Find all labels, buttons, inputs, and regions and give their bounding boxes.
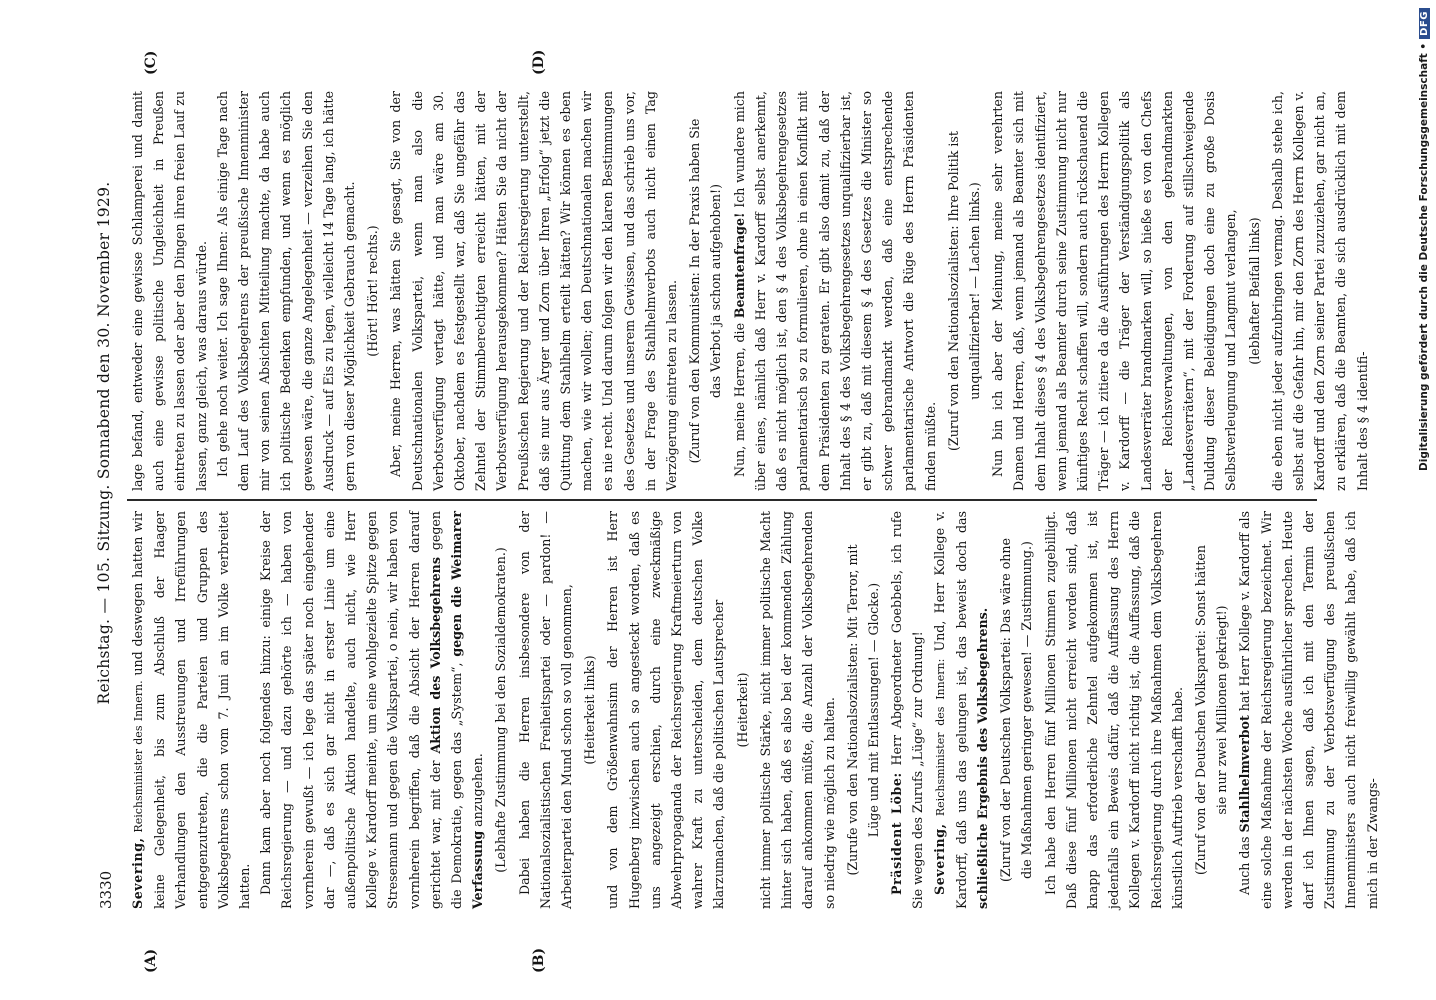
paragraph xyxy=(886,511,928,909)
paragraph xyxy=(1234,511,1382,909)
paragraph xyxy=(255,511,488,909)
interjection: (Hört! Hört! rechts.) xyxy=(365,225,381,357)
emphasis-text: Aktion des Volksbegehrens xyxy=(427,557,443,754)
speaker-title: Reichsminister des Innern: xyxy=(933,658,947,817)
paragraph-text: Und, Herr Kollege v. Kardorff, daß uns das gelungen ist, das beweist doch das xyxy=(931,511,969,909)
speaker-title: Reichsminister des Innern. xyxy=(132,680,145,833)
stamp-text-row xyxy=(1412,8,1436,993)
interjection: (Heiterkeit) xyxy=(734,672,750,748)
paragraph: Ich gehe noch weiter. Ich sage Ihnen: Als einige Tage nach dem Lauf des Volksbegehrens der preußische Innenminister mir von seinen Absichten Mitteilung machte, da habe auch ich politische Bedenken empfunden, und wenn es möglich gewesen wäre, die ganze Angelegenheit — verzeihen Sie den Ausdruck — auf Eis zu legen, vielleicht 14 Tage lang, ich hätte gern von dieser Möglichkeit Gebrauch gemacht. xyxy=(214,91,358,491)
column-divider xyxy=(127,500,1317,502)
digitization-stamp xyxy=(1412,8,1436,993)
running-head: Reichstag. — 105. Sitzung. Sonnabend den 30. November 1929. xyxy=(95,181,113,705)
paragraph xyxy=(929,511,994,909)
speaker-name: Präsident Löbe: xyxy=(889,772,905,895)
paragraph: Dabei haben die Herren insbesondere von der Nationalsozialistischen Freiheitspartei oder — pardon! — Arbeiterpartei den Mund schon so voll genommen, xyxy=(516,511,575,909)
interjection: (Zuruf von der Deutschen Volkspartei: Sonst hätten sie nur zwei Millionen gekriegt!) xyxy=(1192,545,1230,876)
emphasis-text: schließliche Ergebnis des Volksbegehrens. xyxy=(974,607,990,909)
interjection: (lebhafter Beifall links) xyxy=(1246,217,1262,365)
paragraph-text: und deswegen hatten wir keine Gelegenheit, bis zum Abschluß der Haager Verhandlungen den Ausstreuungen und Irreführungen entgegenzutreten, die die Parteien und Gruppen des Volksbegehrens schon vom 7. Juni an im Volke verbreitet hatten. xyxy=(130,510,253,909)
paragraph: nicht immer politische Stärke, nicht immer politische Macht hinter sich haben, daß es also bei der kommenden Zählung darauf ankommen müßte, die Anzahl der Volksbegehrenden so niedrig wie möglich zu halten. xyxy=(757,511,837,909)
emphasis-text: Stahlhelmverbot xyxy=(1237,715,1253,833)
left-text-column xyxy=(127,510,1380,909)
paragraph-text: Auch das xyxy=(1237,836,1253,895)
margin-mark-d: (D) xyxy=(531,49,547,75)
interjection: (Zuruf von den Nationalsozialisten: Ihre Politik ist unqualifizierbar! — Lachen links.) xyxy=(945,131,982,451)
paragraph: und von dem Größenwahnsinn der Herren ist Herr Hugenberg inzwischen auch so angesteckt worden, daß es uns angezeigt erschien, durch eine zweckmäßige Abwehrpropaganda der Reichsregierung Kraftmeierturn von wahrer Kraft zu unterscheiden, dem deutschen Volke klarzumachen, daß die politischen Lautsprecher xyxy=(605,511,727,909)
paragraph-text: gegen die Demokratie, gegen das „System“, xyxy=(427,511,465,909)
paragraph: lage befand, entweder eine gewisse Schlamperei und damit auch eine gewisse politische Ungleichheit in Preußen eintreten zu lassen oder aber den Dingen ihren freien Lauf zu lassen, ganz gleich, was daraus würde. xyxy=(130,91,209,491)
paragraph-text: Herr Abgeordneter Goebbels, ich rufe Sie wegen des Zurufs „Lüge“ zur Ordnung! xyxy=(889,511,926,909)
right-text-column xyxy=(127,91,1370,491)
interjection: (Zuruf von den Kommunisten: In der Praxis haben Sie das Verbot ja schon aufgehoben!) xyxy=(687,118,724,464)
stamp-text: Digitalisierung gefördert durch die Deutsche Forschungsgemeinschaft • xyxy=(1418,42,1430,471)
speaker-name: Severing, xyxy=(931,823,947,895)
paragraph-text: anzugehen. xyxy=(470,753,486,827)
paragraph: Aber, meine Herren, was hätten Sie gesagt, Sie von der Deutschnationalen Volkspartei, wenn man also die Verbotsverfügung vertagt hätte, und man wäre am 30. Oktober, nachdem es festgestellt war, daß Sie ungefähr das Zehntel der Stimmberechtigten erreicht hätten, mit der Verbotsverfügung herausgekommen? Hätten Sie da nicht der Preußischen Regierung und der Reichsregierung unterstellt, daß sie nur aus Ärger und Zorn über Ihren „Erfolg“ jetzt die Quittung dem Stahlhelm erteilt hätten? Wir können es eben machen, wie wir wollen; den Deutschnationalen machen wir es nie recht. Und darum folgen wir den klaren Bestimmungen des Gesetzes und unserem Gewissen, und das schrieb uns vor, in der Frage des Stahlhelmverbots auch nicht einen Tag Verzögerung eintreten zu lassen. xyxy=(388,91,680,491)
paragraph-text: Nun, meine Herren, die xyxy=(731,322,747,477)
speaker-name: Severing, xyxy=(130,837,145,909)
paragraph xyxy=(127,511,255,909)
interjection: (Zurufe von den Nationalsozialisten: Mit Terror, mit Lüge und mit Entlassungen! — Glocke.) xyxy=(844,544,881,876)
interjection: (Lebhafte Zustimmung bei den Sozialdemokraten.) xyxy=(493,547,509,873)
paragraph: Nun bin ich aber der Meinung, meine sehr verehrten Damen und Herren, daß, wenn jemand als Beamter sich mit dem Inhalt dieses § 4 des Volksbegehrengesetzes identifiziert, wenn jemand als Beamter durch seine Zustimmung nicht nur künftiges Recht schaffen will, sondern auch rückschauend die Träger — ich zitiere da die Ausführungen des Herrn Kollegen v. Kardorff — die Träger der Verständigungspolitik als Landesverräter brandmarken will, so hieße es von den Chefs der Reichsverwaltungen, von den gebrandmarkten „Landesverrätern“, mit der Forderung auf stillschweigende Duldung dieser Beleidigungen doch eine zu große Dosis Selbstverleugnung und Langmut verlangen, xyxy=(990,91,1239,491)
emphasis-text: gegen die Weimarer Verfassung xyxy=(449,511,486,909)
margin-mark-b: (B) xyxy=(531,947,547,973)
margin-mark-c: (C) xyxy=(143,50,159,75)
rotated-scanned-page xyxy=(93,49,1380,973)
dfg-logo-badge: DFG xyxy=(1419,8,1430,39)
paragraph-text: Dann kam aber noch folgendes hinzu: einige Kreise der Reichsregierung — und dazu gehörte ich — haben von vornherein gewußt — ich lege das später noch eingehender dar —, daß es sich gar nicht in erster Linie um eine außenpolitische Aktion handelte, auch nicht, wie Herr Kollege v. Kardorff meinte, um eine wohlgezielte Spitze gegen Stresemann und gegen die Volkspartei, o nein, wir haben von vornherein begriffen, daß die Absicht der Herren darauf gerichtet war, mit der xyxy=(258,511,443,909)
paragraph: die eben nicht jeder aufzubringen vermag. Deshalb stehe ich, selbst auf die Gefahr hin, mir den Zorn des Herrn Kollegen v. Kardorff und den Zorn seiner Partei zuzuziehen, gar nicht an, zu erklären, daß die Beamten, die sich ausdrücklich mit dem Inhalt des § 4 identifi- xyxy=(1269,91,1370,491)
emphasis-text: Beamtenfrage! xyxy=(731,212,747,319)
page-number: 3330 xyxy=(97,870,115,909)
page-header xyxy=(93,93,123,923)
paragraph xyxy=(729,91,941,491)
margin-mark-a: (A) xyxy=(143,948,159,973)
paragraph: Ich habe den Herren fünf Millionen Stimmen zugebilligt. Daß diese fünf Millionen nicht erreicht worden sind, daß knapp das erforderliche Zehntel aufgekommen ist, ist jedenfalls ein Beweis dafür, daß die Auffassung des Herrn Kollegen v. Kardorff nicht richtig ist, die Auffassung, daß die Reichsregierung durch ihre Maßnahmen dem Volksbegehren künstlich Auftrieb verschafft habe. xyxy=(1042,511,1185,909)
interjection: (Heiterkeit links) xyxy=(582,655,598,765)
interjection: (Zuruf von der Deutschen Volkspartei: Das wäre ohne die Maßnahmen geringer gewesen! — Zustimmung.) xyxy=(998,538,1035,882)
paragraph-text: Ich wundere mich über eines, nämlich daß Herr v. Kardorff selbst anerkennt, daß es nicht möglich ist, den § 4 des Volksbegehrengesetzes parlamentarisch so zu formulieren, ohne in einen Konflikt mit dem Präsidenten zu geraten. Er gibt also damit zu, daß der Inhalt des § 4 des Volksbegehrengesetzes unqualifizierbar ist, er gibt zu, daß mit diesem § 4 des Gesetzes die Minister so schwer gebrandmarkt werden, daß eine entsprechende parlamentarische Antwort die Rüge des Herrn Präsidenten finden müßte. xyxy=(731,91,938,491)
paragraph-text: hat Herr Kollege v. Kardorff als eine solche Maßnahme der Reichsregierung bezeichnet. Wir werden in der nächsten Woche ausführlicher sprechen. Heute darf ich Ihnen sagen, daß ich mit den Termin der Zustimmung zu der Verbotsverfügung des preußischen Innenministers auch nicht freiwillig gewählt habe, daß ich mich in der Zwangs- xyxy=(1237,511,1380,909)
